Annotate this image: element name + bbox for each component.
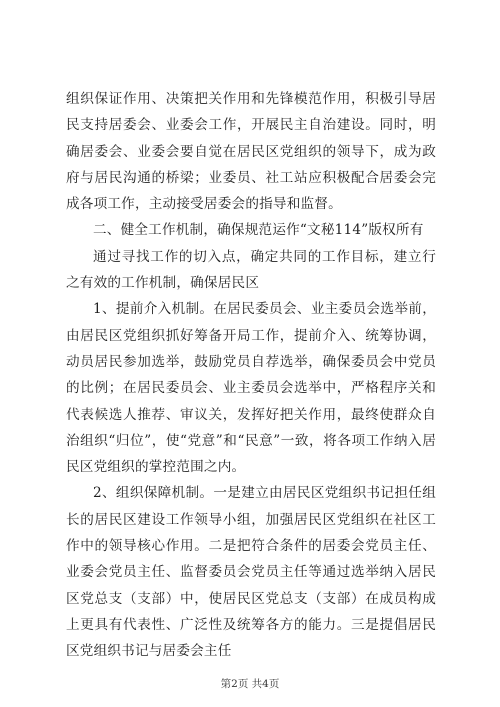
paragraph-continued: 组织保证作用、决策把关作用和先锋模范作用，积极引导居民支持居委会、业委会工作，开展民主自治建设。同时，明确居委会、业委会要自觉在居民区党组织的领导下，成为政府与居民沟通的桥梁；业委员、社工站应积极配合居委会完成各项工作，主动接受居委会的指导和监督。 xyxy=(66,91,436,213)
paragraph-item-2: 2、组织保障机制。一是建立由居民区党组织书记担任组长的居民区建设工作领导小组，加强居民区党组织在社区工作中的领导核心作用。二是把符合条件的居委会党员主任、业委会党员主任、监督委员会党员主任等通过选举纳入居民区党总支（支部）中，使居民区党总支（支部）在成员构成上更具有代表性、广泛性及统筹各方的能力。三是提倡居民区党组织书记与居委会主任 xyxy=(66,485,436,660)
paragraph-heading-mechanism: 二、健全工作机制，确保规范运作“文秘114”版权所有 xyxy=(93,222,424,239)
page-footer: 第2页 共4页 xyxy=(220,678,280,690)
document-body xyxy=(66,86,436,665)
paragraph-intro: 通过寻找工作的切入点，确定共同的工作目标，建立行之有效的工作机制，确保居民区 xyxy=(66,248,436,292)
paragraph-item-1: 1、提前介入机制。在居民委员会、业主委员会选举前，由居民区党组织抓好筹备开局工作，提前介入、统筹协调，动员居民参加选举，鼓励党员自荐选举，确保委员会中党员的比例；在居民委员会、业主委员会选举中，严格程序关和代表候选人推荐、审议关，发挥好把关作用，最终使群众自治组织“归位”，使“党意”和“民意”一致，将各项工作纳入居民区党组织的掌控范围之内。 xyxy=(66,301,436,476)
